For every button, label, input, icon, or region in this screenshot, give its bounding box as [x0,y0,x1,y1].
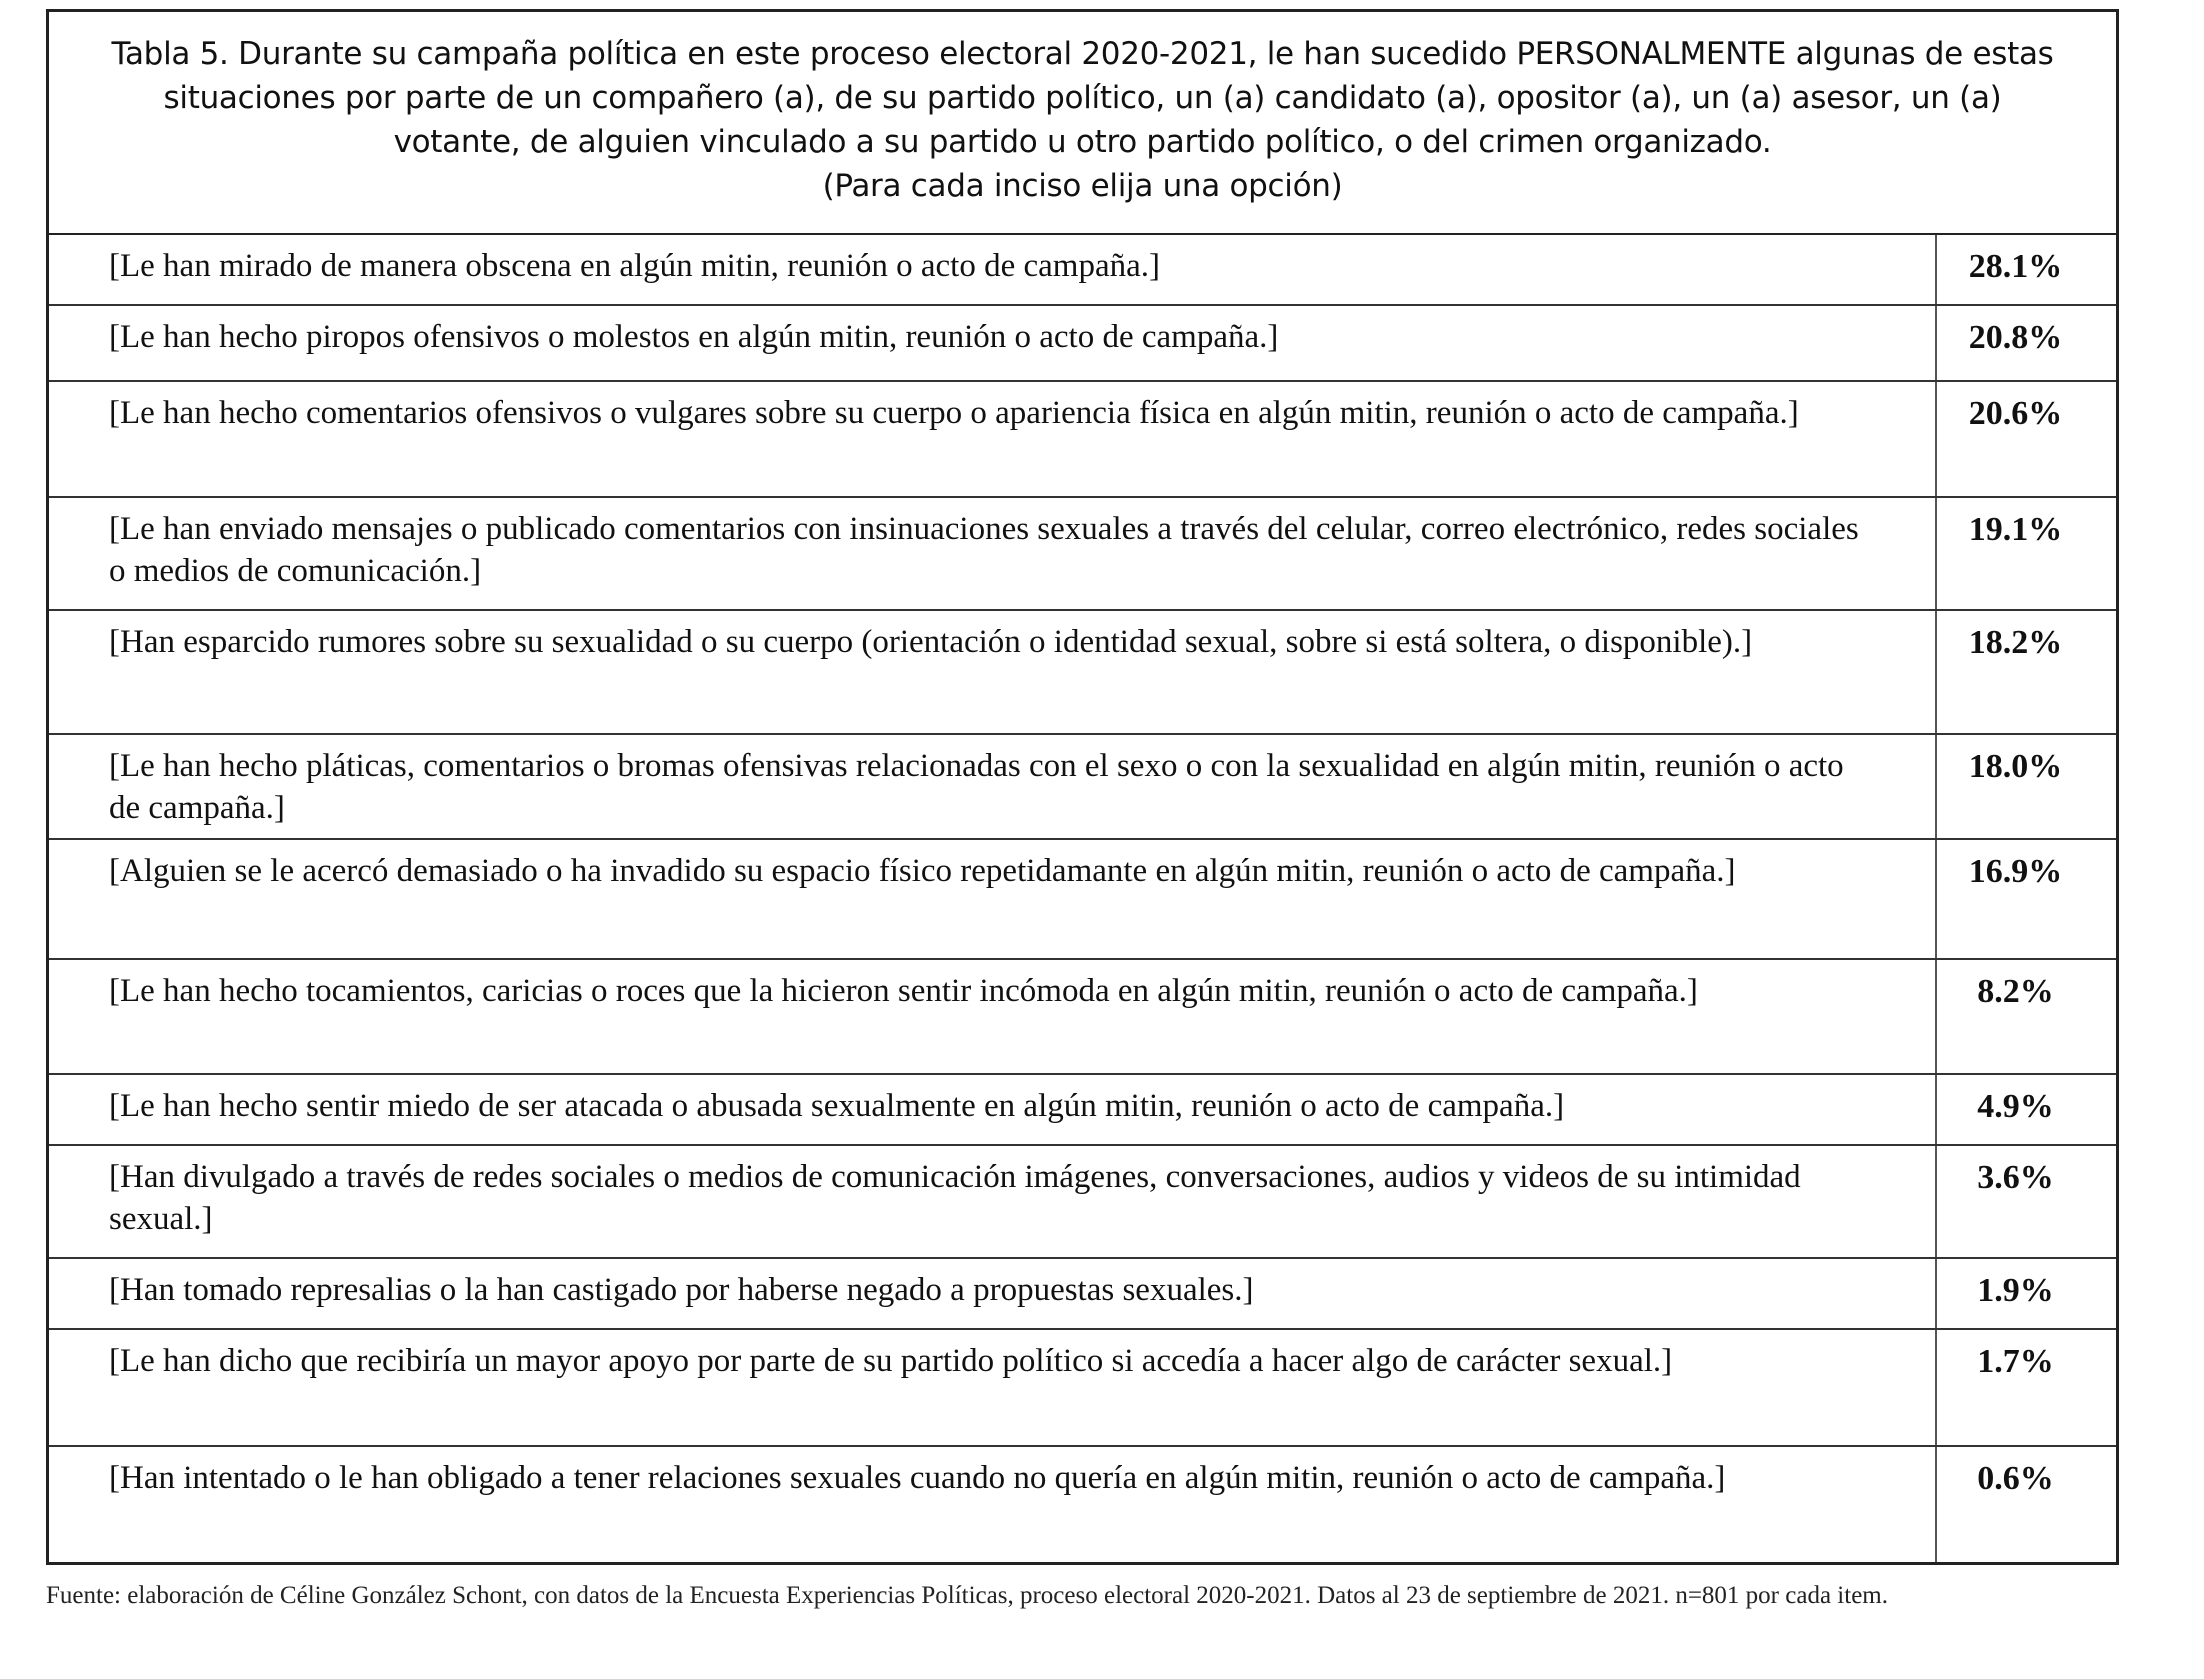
table-row [49,960,2116,1075]
row-value: 1.9% [1935,1259,2116,1328]
row-label: [Alguien se le acercó demasiado o ha invadido su espacio físico repetidamante en algún mitin, reunión o acto de campaña.] [109,853,1736,889]
table-row [49,235,2116,306]
row-value: 1.7% [1935,1330,2116,1445]
row-value: 16.9% [1935,840,2116,958]
table-row [49,611,2116,735]
row-label: [Le han hecho pláticas, comentarios o bromas ofensivas relacionadas con el sexo o con la sexualidad en algún mitin, reunión o acto de campaña.] [109,748,1844,826]
row-value: 28.1% [1935,235,2116,304]
row-value: 18.0% [1935,735,2116,838]
row-value: 20.6% [1935,382,2116,496]
row-value: 4.9% [1935,1075,2116,1144]
table-row [49,306,2116,382]
row-value: 19.1% [1935,498,2116,609]
row-value: 3.6% [1935,1146,2116,1257]
row-value: 8.2% [1935,960,2116,1073]
table-row [49,735,2116,840]
row-value: 20.8% [1935,306,2116,380]
row-label: [Le han hecho piropos ofensivos o molestos en algún mitin, reunión o acto de campaña.] [109,319,1279,355]
table-row [49,1330,2116,1447]
row-label: [Le han enviado mensajes o publicado comentarios con insinuaciones sexuales a través del celular, correo electrónico, redes sociales o medios de comunicación.] [109,511,1859,589]
table-row [49,382,2116,498]
row-label: [Le han hecho sentir miedo de ser atacada o abusada sexualmente en algún mitin, reunión o acto de campaña.] [109,1088,1565,1124]
table-row [49,1146,2116,1259]
table-title: Tabla 5. Durante su campaña política en este proceso electoral 2020-2021, le han sucedido PERSONALMENTE algunas de estas situaciones por parte de un compañero (a), de su partido político, un (a) candidato (a), opositor (a), un (a) asesor, un (a) votante, de alguien vinculado a su partido u otro partido político, o del crimen organizado. [111,35,2054,160]
table-row [49,840,2116,960]
row-label: [Han divulgado a través de redes sociales o medios de comunicación imágenes, conversaciones, audios y videos de su intimidad sexual.] [109,1159,1801,1237]
table-row [49,1447,2116,1562]
table-row [49,1075,2116,1146]
table-title-cell [49,12,2116,235]
table-instruction: (Para cada inciso elija una opción) [822,167,1343,204]
row-label: [Han intentado o le han obligado a tener relaciones sexuales cuando no quería en algún mitin, reunión o acto de campaña.] [109,1460,1726,1496]
row-label: [Le han mirado de manera obscena en algún mitin, reunión o acto de campaña.] [109,248,1160,284]
row-label: [Han esparcido rumores sobre su sexualidad o su cuerpo (orientación o identidad sexual, sobre si está soltera, o disponible).] [109,624,1753,660]
row-label: [Han tomado represalias o la han castigado por haberse negado a propuestas sexuales.] [109,1272,1254,1308]
row-label: [Le han hecho tocamientos, caricias o roces que la hicieron sentir incómoda en algún mitin, reunión o acto de campaña.] [109,973,1698,1009]
source-note: Fuente: elaboración de Céline González Schont, con datos de la Encuesta Experiencias Políticas, proceso electoral 2020-2021. Datos al 23 de septiembre de 2021. n=801 por cada item. [46,1582,1888,1609]
row-value: 0.6% [1935,1447,2116,1562]
table-row [49,1259,2116,1330]
table-row [49,498,2116,611]
row-value: 18.2% [1935,611,2116,733]
row-label: [Le han dicho que recibiría un mayor apoyo por parte de su partido político si accedía a hacer algo de carácter sexual.] [109,1343,1673,1379]
row-label: [Le han hecho comentarios ofensivos o vulgares sobre su cuerpo o apariencia física en algún mitin, reunión o acto de campaña.] [109,395,1799,431]
data-table [46,9,2119,1565]
